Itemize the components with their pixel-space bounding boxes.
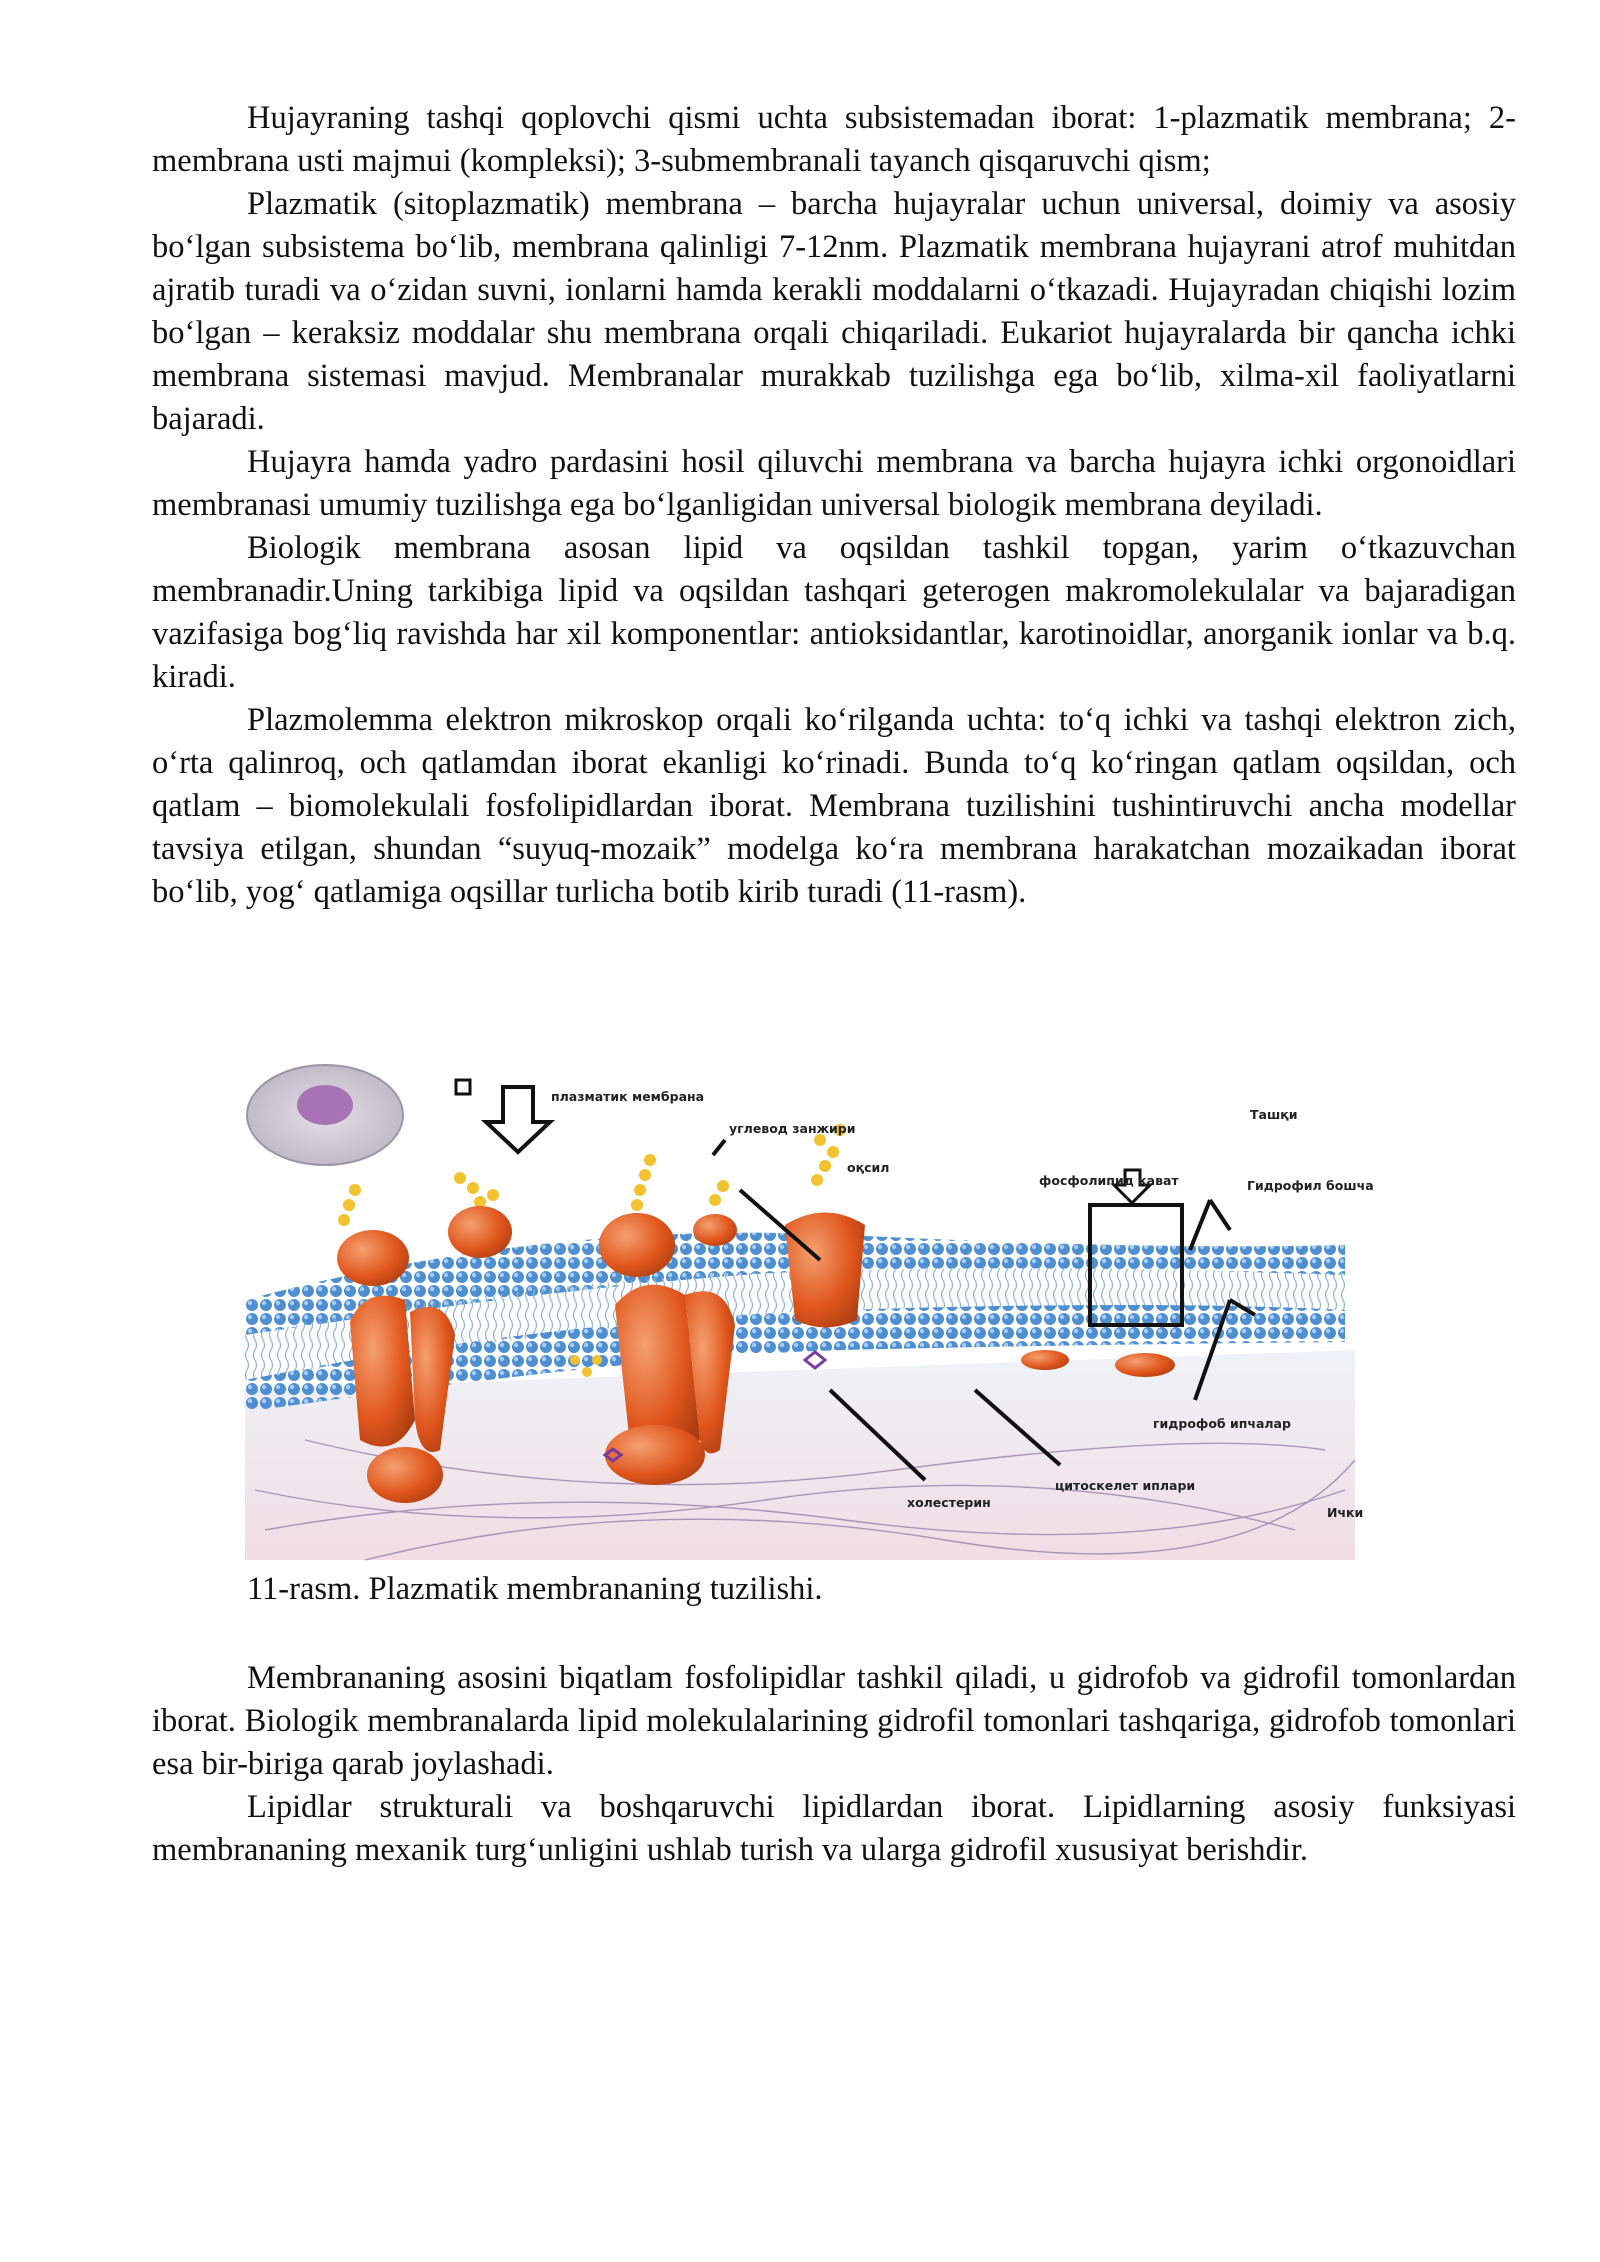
- label-inside: Ички: [1327, 1505, 1364, 1520]
- paragraph: Biologik membrana asosan lipid va oqsildan tashkil topgan, yarim o‘tkazuvchan membranadir.Uning tarkibiga lipid va oqsildan tashqari geterogen makromolekulalar va bajaradigan vazifasiga bog‘liq ravishda har xil komponentlar: antioksidantlar, karotinoidlar, anorganik ionlar va b.q. kiradi.: [152, 530, 1516, 695]
- label-protein: оқсил: [847, 1160, 890, 1175]
- membrane-illustration: [245, 1060, 1395, 1570]
- label-cholesterol: холестерин: [907, 1495, 991, 1510]
- body-text-bottom: [152, 1657, 1516, 1872]
- figure-caption: 11-rasm. Plazmatik membrananing tuzilishi.: [247, 1571, 823, 1607]
- label-hydrophobic-tails: гидрофоб ипчалар: [1153, 1416, 1291, 1431]
- label-cytoskeleton: цитоскелет иплари: [1055, 1478, 1196, 1493]
- paragraph: Membrananing asosini biqatlam fosfolipidlar tashkil qiladi, u gidrofob va gidrofil tomonlardan iborat. Biologik membranalarda lipid molekulalarining gidrofil tomonlari tashqariga, gidrofob tomonlari esa bir-biriga qarab joylashadi.: [152, 1660, 1516, 1782]
- label-plasma-membrane: плазматик мембрана: [551, 1089, 705, 1104]
- down-arrow-icon: [486, 1087, 550, 1152]
- label-carbohydrate-chain: углевод занжири: [729, 1121, 856, 1136]
- paragraph: Hujayra hamda yadro pardasini hosil qiluvchi membrana va barcha hujayra ichki orgonoidlari membranasi umumiy tuzilishga ega bo‘lganligidan universal biologik membrana deyiladi.: [152, 444, 1516, 523]
- label-phospholipid-layer: фосфолипид қават: [1039, 1173, 1179, 1188]
- paragraph: Lipidlar strukturali va boshqaruvchi lipidlardan iborat. Lipidlarning asosiy funksiyasi membrananing mexanik turg‘unligini ushlab turish va ularga gidrofil xususiyat berishdir.: [152, 1789, 1516, 1868]
- body-text-top: [152, 97, 1516, 914]
- label-outside: Ташқи: [1250, 1107, 1298, 1122]
- zoom-square: [456, 1080, 470, 1094]
- paragraph: Hujayraning tashqi qoplovchi qismi uchta subsistemadan iborat: 1-plazmatik membrana; 2-membrana usti majmui (kompleksi); 3-submembranali tayanch qisqaruvchi qism;: [152, 100, 1516, 179]
- paragraph: Plazmolemma elektron mikroskop orqali ko‘rilganda uchta: to‘q ichki va tashqi elektron zich, o‘rta qalinroq, och qatlamdan iborat ekanligi ko‘rinadi. Bunda to‘q ko‘ringan qatlam oqsildan, och qatlam – biomolekulali fosfolipidlardan iborat. Membrana tuzilishini tushintiruvchi ancha modellar tavsiya etilgan, shundan “suyuq-mozaik” modelga ko‘ra membrana harakatchan mozaikadan iborat bo‘lib, yog‘ qatlamiga oqsillar turlicha botib kirib turadi (11-rasm).: [152, 702, 1516, 910]
- paragraph: Plazmatik (sitoplazmatik) membrana – barcha hujayralar uchun universal, doimiy va asosiy bo‘lgan subsistema bo‘lib, membrana qalinligi 7-12nm. Plazmatik membrana hujayrani atrof muhitdan ajratib turadi va o‘zidan suvni, ionlarni hamda kerakli moddalarni o‘tkazadi. Hujayradan chiqishi lozim bo‘lgan – keraksiz moddalar shu membrana orqali chiqariladi. Eukariot hujayralarda bir qancha ichki membrana sistemasi mavjud. Membranalar murakkab tuzilishga ega bo‘lib, xilma-xil faoliyatlarni bajaradi.: [152, 186, 1516, 437]
- label-hydrophilic-head: Гидрофил бошча: [1247, 1178, 1374, 1193]
